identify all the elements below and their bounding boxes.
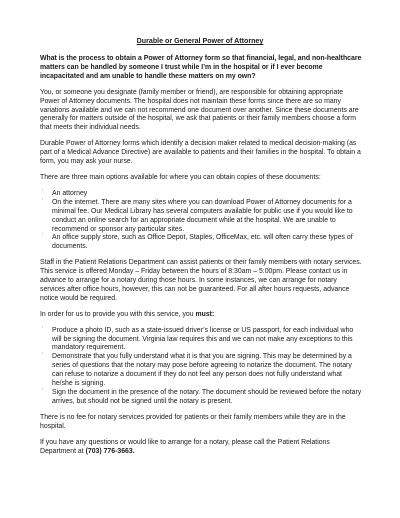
list-item: ˙ On the internet. There are many sites where you can download Power of Attorney documents for a minimal fee. Our Medical Library has several computers available for public use if you would like to conduct an online search for an appropriate document while at the hospital. We are unable to recommend or sponsor any particular sites. xyxy=(42,198,353,233)
paragraph-options-intro: There are three main options available for where you can obtain copies of these documents: xyxy=(40,173,321,181)
paragraph-requirements-intro: In order for us to provide you with this service, you must: xyxy=(40,310,215,318)
document-body xyxy=(40,55,362,463)
requirements-list xyxy=(40,327,362,407)
paragraph-contact: If you have any questions or would like to arrange for a notary, please call the Patient Relations Department at (703) 776-3663. xyxy=(40,438,330,455)
bullet-icon: ˙ xyxy=(42,189,44,196)
paragraph-notary-services: Staff in the Patient Relations Department can assist patients or their family members with notary services. This service is offered Monday – Friday between the hours of 8:30am – 5:00pm. Please contact us in advance to arrange for a notary during those hours. In some instances, we can arrange for notary services after office hours, however, this can not be guaranteed. For all after hours requests, advance notice would be required. xyxy=(40,259,362,302)
list-item: ˙ An attorney xyxy=(42,189,88,197)
bullet-icon: ˙ xyxy=(42,389,44,395)
must-emphasis: must: xyxy=(195,310,215,318)
phone-number: (703) 776-3663. xyxy=(85,447,135,455)
document-title: Durable or General Power of Attorney xyxy=(136,37,264,45)
paragraph-no-fee: There is no fee for notary services provided for patients or their family members while they are in the hospital. xyxy=(40,413,346,430)
question-heading: What is the process to obtain a Power of Attorney form so that financial, legal, and non-healthcare matters can be handled by someone I trust while I’m in the hospital or if I ever become incapacitated and am unable to handle these matters on my own? xyxy=(40,55,362,80)
paragraph-responsibility: You, or someone you designate (family member or friend), are responsible for obtaining appropriate Power of Attorney documents. The hospital does not maintain these forms since there are so many variations available and we can not recommend one document over another. Since these documents are generally for matters outside of the hospital, we ask that patients or their family members choose a form that meets their individual needs. xyxy=(40,88,359,132)
options-list xyxy=(40,190,362,252)
bullet-icon: ˙ xyxy=(42,198,44,205)
bullet-icon: ˙ xyxy=(42,234,44,241)
bullet-icon: ˙ xyxy=(42,326,44,333)
list-item: ˙ Produce a photo ID, such as a state-issued driver’s license or US passport, for each individual who will be signing the document. Virginia law requires this and we can not make any exceptions to this mandatory requirement. xyxy=(42,326,354,352)
list-item: ˙ Sign the document in the presence of the notary. The document should be reviewed before the notary arrives, but should not be signed until the notary is present. xyxy=(42,389,362,405)
list-item: ˙ Demonstrate that you fully understand what it is that you are signing. This may be determined by a series of questions that the notary may pose before agreeing to notarize the document. The notary can refuse to notarize a document if they do not feel any person does not fully understand what he/she is signing. xyxy=(42,353,352,388)
paragraph-durable-poa: Durable Power of Attorney forms which identify a decision maker related to medical decision-making (as part of a Medical Advance Directive) are available to patients and their families in the hospital. To obtain a form, you may ask your nurse. xyxy=(40,140,361,166)
bullet-icon: ˙ xyxy=(42,353,44,360)
list-item: ˙ An office supply store, such as Office Depot, Staples, OfficeMax, etc. will often carry these types of documents. xyxy=(42,234,353,251)
